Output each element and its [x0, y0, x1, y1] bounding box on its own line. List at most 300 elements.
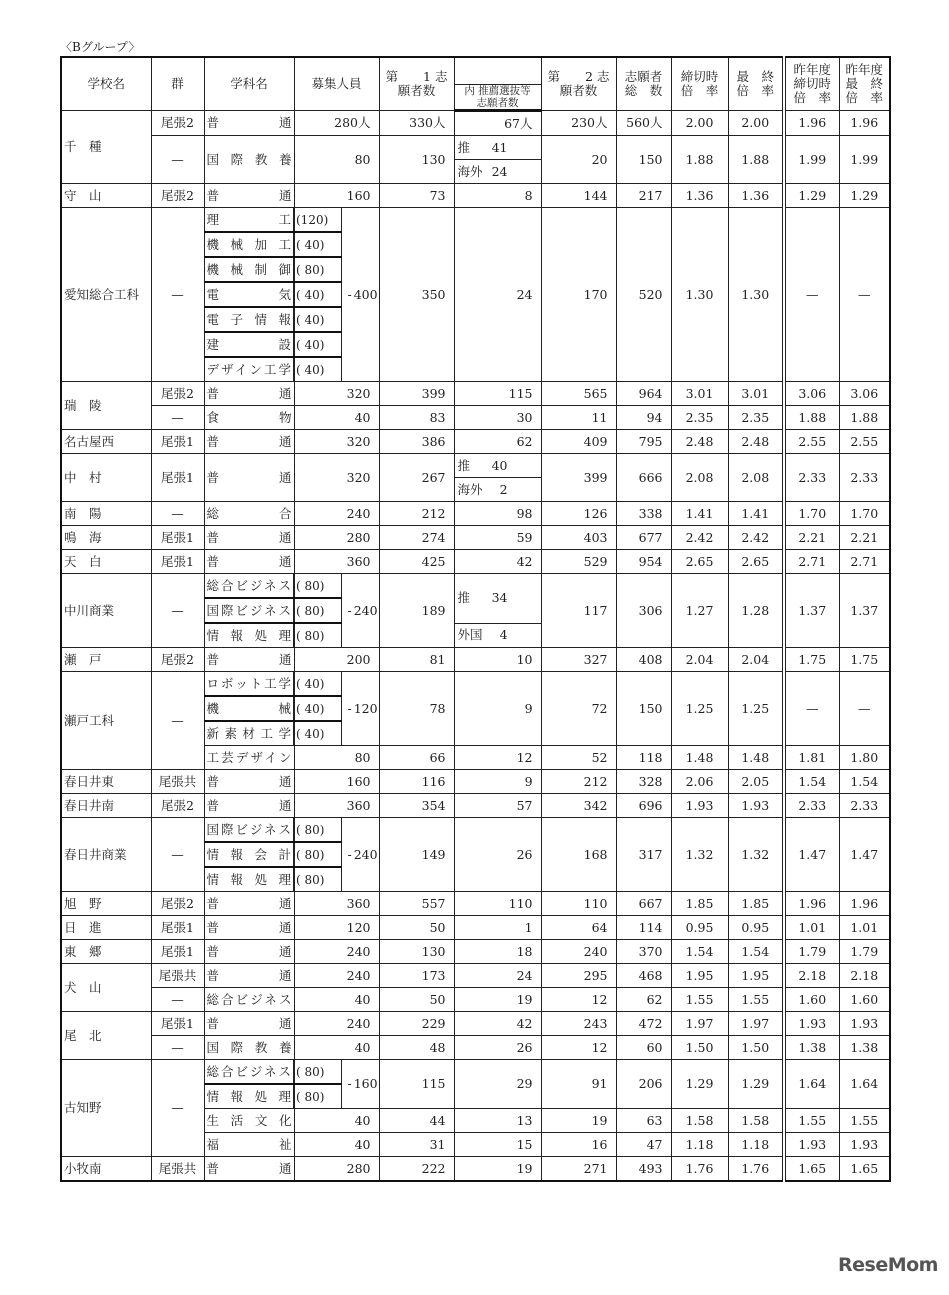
total-applicants: 667 — [616, 892, 671, 916]
group-cell: 尾張2 — [151, 892, 204, 916]
prev-final: — — [839, 208, 890, 382]
recommendation-count: 98 — [454, 502, 541, 526]
rate-deadline: 1.88 — [671, 136, 728, 184]
rate-final: 1.30 — [728, 208, 784, 382]
rate-final: 2.42 — [728, 526, 784, 550]
second-choice-count: 327 — [541, 648, 616, 672]
quota: 280 — [294, 526, 379, 550]
first-choice-count: 50 — [379, 916, 454, 940]
header-quota: 募集人員 — [294, 57, 379, 111]
prev-deadline: 1.65 — [784, 1157, 839, 1182]
first-choice-count: 274 — [379, 526, 454, 550]
quota-total: - 120 — [341, 672, 379, 746]
second-choice-count: 230人 — [541, 111, 616, 136]
second-choice-count: 64 — [541, 916, 616, 940]
second-choice-count: 409 — [541, 430, 616, 454]
table-row — [61, 1012, 890, 1036]
recommendation-count: 30 — [454, 406, 541, 430]
quota: 280人 — [294, 111, 379, 136]
rate-deadline: 1.85 — [671, 892, 728, 916]
table-row — [61, 430, 890, 454]
quota: 360 — [294, 550, 379, 574]
dept-name: 総合 — [204, 502, 294, 526]
rate-deadline: 1.41 — [671, 502, 728, 526]
quota: 40 — [294, 1109, 379, 1133]
group-cell: 尾張2 — [151, 648, 204, 672]
first-choice-count: 189 — [379, 574, 454, 648]
sub-dept-name: 電子情報 — [204, 307, 294, 332]
prev-final: 1.96 — [839, 111, 890, 136]
dept-name: 普通 — [204, 940, 294, 964]
rate-final: 2.04 — [728, 648, 784, 672]
header-dept: 学科名 — [204, 57, 294, 111]
school-name: 南 陽 — [61, 502, 151, 526]
sub-dept-name: 情報処理 — [204, 1084, 294, 1109]
table-row — [61, 550, 890, 574]
sub-dept-quota: ( 80) — [294, 1060, 341, 1085]
rate-deadline: 1.54 — [671, 940, 728, 964]
group-cell: — — [151, 502, 204, 526]
group-cell: 尾張1 — [151, 526, 204, 550]
prev-deadline: 1.38 — [784, 1036, 839, 1060]
rec-type-label: 推 — [457, 139, 471, 155]
sub-dept-quota: ( 80) — [294, 257, 341, 282]
recommendation-count: 18 — [454, 940, 541, 964]
group-cell: 尾張2 — [151, 382, 204, 406]
school-name: 尾 北 — [61, 1012, 151, 1060]
applicant-ratio-table — [60, 56, 891, 1182]
sub-dept-quota: ( 40) — [294, 721, 341, 746]
recommendation-count: 110 — [454, 892, 541, 916]
school-name: 中川商業 — [61, 574, 151, 648]
total-applicants: 47 — [616, 1133, 671, 1157]
table-body — [61, 111, 890, 1182]
prev-deadline: — — [784, 208, 839, 382]
prev-deadline: 1.64 — [784, 1060, 839, 1109]
total-applicants: 370 — [616, 940, 671, 964]
recommendation-count: 19 — [454, 1157, 541, 1182]
group-cell: — — [151, 574, 204, 648]
rate-final: 1.41 — [728, 502, 784, 526]
rate-final: 2.08 — [728, 454, 784, 502]
rate-final: 1.36 — [728, 184, 784, 208]
first-choice-count: 229 — [379, 1012, 454, 1036]
prev-final: 1.99 — [839, 136, 890, 184]
sub-dept-name: 理工 — [204, 208, 294, 233]
rate-deadline: 0.95 — [671, 916, 728, 940]
total-applicants: 60 — [616, 1036, 671, 1060]
prev-deadline: 1.93 — [784, 1012, 839, 1036]
quota: 240 — [294, 940, 379, 964]
second-choice-count: 170 — [541, 208, 616, 382]
recommendation-count: 26 — [454, 818, 541, 892]
group-cell: 尾張1 — [151, 916, 204, 940]
prev-final: 1.75 — [839, 648, 890, 672]
prev-deadline: 2.71 — [784, 550, 839, 574]
prev-final: 1.88 — [839, 406, 890, 430]
recommendation-count: 8 — [454, 184, 541, 208]
dept-name: 普通 — [204, 916, 294, 940]
recommendation-count: 59 — [454, 526, 541, 550]
rate-deadline: 1.50 — [671, 1036, 728, 1060]
quota: 40 — [294, 1133, 379, 1157]
prev-deadline: 1.70 — [784, 502, 839, 526]
table-row — [61, 382, 890, 406]
prev-deadline: 1.93 — [784, 1133, 839, 1157]
prev-final: 3.06 — [839, 382, 890, 406]
rec-count: 34 — [491, 590, 508, 606]
rate-final: 1.50 — [728, 1036, 784, 1060]
sub-dept-name: 電気 — [204, 282, 294, 307]
group-cell: 尾張共 — [151, 770, 204, 794]
recommendation-count: 24 — [454, 208, 541, 382]
second-choice-count: 12 — [541, 988, 616, 1012]
first-choice-count: 31 — [379, 1133, 454, 1157]
prev-final: 1.80 — [839, 746, 890, 770]
dept-name: 普通 — [204, 526, 294, 550]
sub-dept-quota: ( 80) — [294, 818, 341, 843]
first-choice-count: 330人 — [379, 111, 454, 136]
table-row — [61, 940, 890, 964]
rate-deadline: 2.48 — [671, 430, 728, 454]
prev-final: 1.29 — [839, 184, 890, 208]
rate-deadline: 1.36 — [671, 184, 728, 208]
quota: 160 — [294, 184, 379, 208]
first-choice-count: 130 — [379, 136, 454, 184]
school-name: 旭 野 — [61, 892, 151, 916]
quota: 320 — [294, 382, 379, 406]
group-cell: 尾張2 — [151, 184, 204, 208]
rate-deadline: 1.27 — [671, 574, 728, 648]
first-choice-count: 267 — [379, 454, 454, 502]
table-row — [61, 526, 890, 550]
group-cell: — — [151, 1036, 204, 1060]
dept-name: 普通 — [204, 454, 294, 502]
rate-final: 2.35 — [728, 406, 784, 430]
rate-deadline: 2.65 — [671, 550, 728, 574]
total-applicants: 328 — [616, 770, 671, 794]
total-applicants: 62 — [616, 988, 671, 1012]
total-applicants: 150 — [616, 136, 671, 184]
rate-deadline: 2.08 — [671, 454, 728, 502]
quota: 200 — [294, 648, 379, 672]
prev-final: 1.93 — [839, 1012, 890, 1036]
second-choice-count: 240 — [541, 940, 616, 964]
rate-final: 2.05 — [728, 770, 784, 794]
group-cell: — — [151, 818, 204, 892]
sub-dept-quota: ( 80) — [294, 1084, 341, 1109]
group-cell: — — [151, 136, 204, 184]
first-choice-count: 173 — [379, 964, 454, 988]
header-rate-final: 最 終 倍 率 — [728, 57, 784, 111]
rate-final: 1.85 — [728, 892, 784, 916]
total-applicants: 493 — [616, 1157, 671, 1182]
first-choice-count: 66 — [379, 746, 454, 770]
prev-deadline: 1.81 — [784, 746, 839, 770]
dept-name: 普通 — [204, 964, 294, 988]
quota-total: - 240 — [341, 574, 379, 648]
group-cell: 尾張2 — [151, 111, 204, 136]
rec-count: 2 — [499, 481, 508, 497]
school-name: 瑞 陵 — [61, 382, 151, 430]
table-row — [61, 1157, 890, 1182]
second-choice-count: 144 — [541, 184, 616, 208]
quota: 320 — [294, 454, 379, 502]
school-name: 春日井商業 — [61, 818, 151, 892]
dept-name: 普通 — [204, 1012, 294, 1036]
rate-deadline: 1.18 — [671, 1133, 728, 1157]
sub-dept-name: 機械加工 — [204, 232, 294, 257]
rate-final: 1.28 — [728, 574, 784, 648]
sub-dept-quota: ( 80) — [294, 842, 341, 867]
dept-name: 普通 — [204, 184, 294, 208]
rate-final: 0.95 — [728, 916, 784, 940]
table-row — [61, 648, 890, 672]
first-choice-count: 78 — [379, 672, 454, 746]
prev-deadline: 1.75 — [784, 648, 839, 672]
first-choice-count: 115 — [379, 1060, 454, 1109]
rec-type-label: 外国 — [457, 627, 483, 643]
rate-final: 1.25 — [728, 672, 784, 746]
dept-name: 普通 — [204, 550, 294, 574]
sub-dept-quota: ( 40) — [294, 332, 341, 357]
header-rec-spacer — [454, 57, 541, 85]
quota: 40 — [294, 1036, 379, 1060]
rate-final: 1.58 — [728, 1109, 784, 1133]
prev-final: 1.60 — [839, 988, 890, 1012]
prev-deadline: 1.01 — [784, 916, 839, 940]
total-applicants: 306 — [616, 574, 671, 648]
prev-final: 2.71 — [839, 550, 890, 574]
table-row — [61, 916, 890, 940]
table-row — [61, 574, 890, 599]
total-applicants: 206 — [616, 1060, 671, 1109]
quota: 40 — [294, 988, 379, 1012]
recommendation-split-cell — [454, 574, 541, 624]
rate-final: 1.76 — [728, 1157, 784, 1182]
prev-final: 1.79 — [839, 940, 890, 964]
prev-final: — — [839, 672, 890, 746]
total-applicants: 468 — [616, 964, 671, 988]
total-applicants: 666 — [616, 454, 671, 502]
prev-deadline: 1.96 — [784, 111, 839, 136]
header-total: 志願者 総 数 — [616, 57, 671, 111]
sub-dept-quota: ( 40) — [294, 672, 341, 697]
table-row — [61, 111, 890, 136]
total-applicants: 94 — [616, 406, 671, 430]
recommendation-count: 62 — [454, 430, 541, 454]
total-applicants: 338 — [616, 502, 671, 526]
group-cell: — — [151, 672, 204, 770]
second-choice-count: 19 — [541, 1109, 616, 1133]
second-choice-count: 168 — [541, 818, 616, 892]
header-school: 学校名 — [61, 57, 151, 111]
group-cell: 尾張1 — [151, 940, 204, 964]
second-choice-count: 243 — [541, 1012, 616, 1036]
table-row — [61, 406, 890, 430]
school-name: 犬 山 — [61, 964, 151, 1012]
dept-name: 普通 — [204, 794, 294, 818]
prev-final: 1.38 — [839, 1036, 890, 1060]
prev-final: 1.37 — [839, 574, 890, 648]
rate-final: 1.18 — [728, 1133, 784, 1157]
school-name: 愛知総合工科 — [61, 208, 151, 382]
sub-dept-quota: ( 80) — [294, 574, 341, 599]
header-second-choice: 第 2 志願者数 — [541, 57, 616, 111]
sub-dept-name: 総合ビジネス — [204, 574, 294, 599]
dept-name: 総合ビジネス — [204, 988, 294, 1012]
first-choice-count: 354 — [379, 794, 454, 818]
sub-dept-quota: ( 80) — [294, 623, 341, 648]
table-row — [61, 454, 890, 478]
prev-final: 2.55 — [839, 430, 890, 454]
recommendation-count: 9 — [454, 770, 541, 794]
total-applicants: 795 — [616, 430, 671, 454]
second-choice-count: 529 — [541, 550, 616, 574]
group-cell: 尾張1 — [151, 550, 204, 574]
second-choice-count: 295 — [541, 964, 616, 988]
group-cell: — — [151, 988, 204, 1012]
recommendation-count: 13 — [454, 1109, 541, 1133]
prev-final: 1.01 — [839, 916, 890, 940]
first-choice-count: 222 — [379, 1157, 454, 1182]
prev-deadline: 1.79 — [784, 940, 839, 964]
total-applicants: 677 — [616, 526, 671, 550]
rate-deadline: 1.25 — [671, 672, 728, 746]
rate-deadline: 2.04 — [671, 648, 728, 672]
first-choice-count: 81 — [379, 648, 454, 672]
rate-deadline: 2.35 — [671, 406, 728, 430]
table-row — [61, 892, 890, 916]
second-choice-count: 212 — [541, 770, 616, 794]
prev-final: 1.93 — [839, 1133, 890, 1157]
first-choice-count: 50 — [379, 988, 454, 1012]
table-row — [61, 964, 890, 988]
dept-name: 普通 — [204, 1157, 294, 1182]
quota: 80 — [294, 746, 379, 770]
rate-deadline: 1.32 — [671, 818, 728, 892]
sub-dept-name: ロボット工学 — [204, 672, 294, 697]
sub-dept-quota: ( 40) — [294, 282, 341, 307]
dept-name: 普通 — [204, 430, 294, 454]
quota: 360 — [294, 794, 379, 818]
total-applicants: 560人 — [616, 111, 671, 136]
table-row — [61, 988, 890, 1012]
recommendation-count: 115 — [454, 382, 541, 406]
rec-type-label: 海外 — [457, 481, 483, 497]
sub-dept-name: 国際ビジネス — [204, 818, 294, 843]
rate-deadline: 1.76 — [671, 1157, 728, 1182]
school-name: 瀬戸工科 — [61, 672, 151, 770]
total-applicants: 118 — [616, 746, 671, 770]
rate-final: 1.97 — [728, 1012, 784, 1036]
sub-dept-name: 情報会計 — [204, 842, 294, 867]
table-row — [61, 136, 890, 160]
second-choice-count: 342 — [541, 794, 616, 818]
rate-final: 1.54 — [728, 940, 784, 964]
rate-final: 1.88 — [728, 136, 784, 184]
sub-dept-quota: ( 40) — [294, 232, 341, 257]
prev-final: 1.47 — [839, 818, 890, 892]
table-caption: 〈Bグループ〉 — [60, 40, 141, 54]
header-recommendation: 内 推薦選抜等 志願者数 — [454, 85, 541, 111]
sub-dept-name: 建設 — [204, 332, 294, 357]
rate-deadline: 1.30 — [671, 208, 728, 382]
total-applicants: 954 — [616, 550, 671, 574]
rec-count: 40 — [491, 457, 508, 473]
rate-deadline: 1.58 — [671, 1109, 728, 1133]
header-group: 群 — [151, 57, 204, 111]
total-applicants: 150 — [616, 672, 671, 746]
prev-deadline: 1.99 — [784, 136, 839, 184]
dept-name: 工芸デザイン — [204, 746, 294, 770]
rate-deadline: 1.29 — [671, 1060, 728, 1109]
quota: 240 — [294, 964, 379, 988]
rate-final: 1.93 — [728, 794, 784, 818]
prev-final: 1.96 — [839, 892, 890, 916]
school-name: 中 村 — [61, 454, 151, 502]
rate-final: 1.95 — [728, 964, 784, 988]
prev-deadline: 2.33 — [784, 454, 839, 502]
first-choice-count: 149 — [379, 818, 454, 892]
second-choice-count: 72 — [541, 672, 616, 746]
second-choice-count: 52 — [541, 746, 616, 770]
sub-dept-quota: ( 40) — [294, 307, 341, 332]
total-applicants: 520 — [616, 208, 671, 382]
prev-deadline: 1.29 — [784, 184, 839, 208]
first-choice-count: 73 — [379, 184, 454, 208]
second-choice-count: 91 — [541, 1060, 616, 1109]
group-cell: 尾張2 — [151, 794, 204, 818]
school-name: 春日井南 — [61, 794, 151, 818]
rate-deadline: 1.95 — [671, 964, 728, 988]
dept-name: 福祉 — [204, 1133, 294, 1157]
rate-final: 1.48 — [728, 746, 784, 770]
dept-name: 普通 — [204, 382, 294, 406]
dept-name: 普通 — [204, 892, 294, 916]
prev-deadline: 2.33 — [784, 794, 839, 818]
rate-final: 2.48 — [728, 430, 784, 454]
school-name: 小牧南 — [61, 1157, 151, 1182]
rec-type-label: 推 — [457, 457, 471, 473]
sub-dept-quota: (120) — [294, 208, 341, 233]
prev-deadline: 1.47 — [784, 818, 839, 892]
prev-deadline: 2.55 — [784, 430, 839, 454]
quota: 40 — [294, 406, 379, 430]
recommendation-count: 42 — [454, 1012, 541, 1036]
sub-dept-quota: ( 80) — [294, 867, 341, 892]
quota: 120 — [294, 916, 379, 940]
second-choice-count: 16 — [541, 1133, 616, 1157]
total-applicants: 472 — [616, 1012, 671, 1036]
second-choice-count: 565 — [541, 382, 616, 406]
table-header — [61, 57, 890, 111]
group-cell: 尾張共 — [151, 1157, 204, 1182]
second-choice-count: 126 — [541, 502, 616, 526]
rate-final: 1.55 — [728, 988, 784, 1012]
table-row — [61, 818, 890, 843]
sub-dept-name: 情報処理 — [204, 867, 294, 892]
prev-final: 1.64 — [839, 1060, 890, 1109]
prev-deadline: 1.88 — [784, 406, 839, 430]
school-name: 瀬 戸 — [61, 648, 151, 672]
recommendation-count: 15 — [454, 1133, 541, 1157]
recommendation-split-cell — [454, 160, 541, 184]
group-cell: — — [151, 208, 204, 382]
table-row — [61, 184, 890, 208]
rate-final: 2.00 — [728, 111, 784, 136]
second-choice-count: 403 — [541, 526, 616, 550]
